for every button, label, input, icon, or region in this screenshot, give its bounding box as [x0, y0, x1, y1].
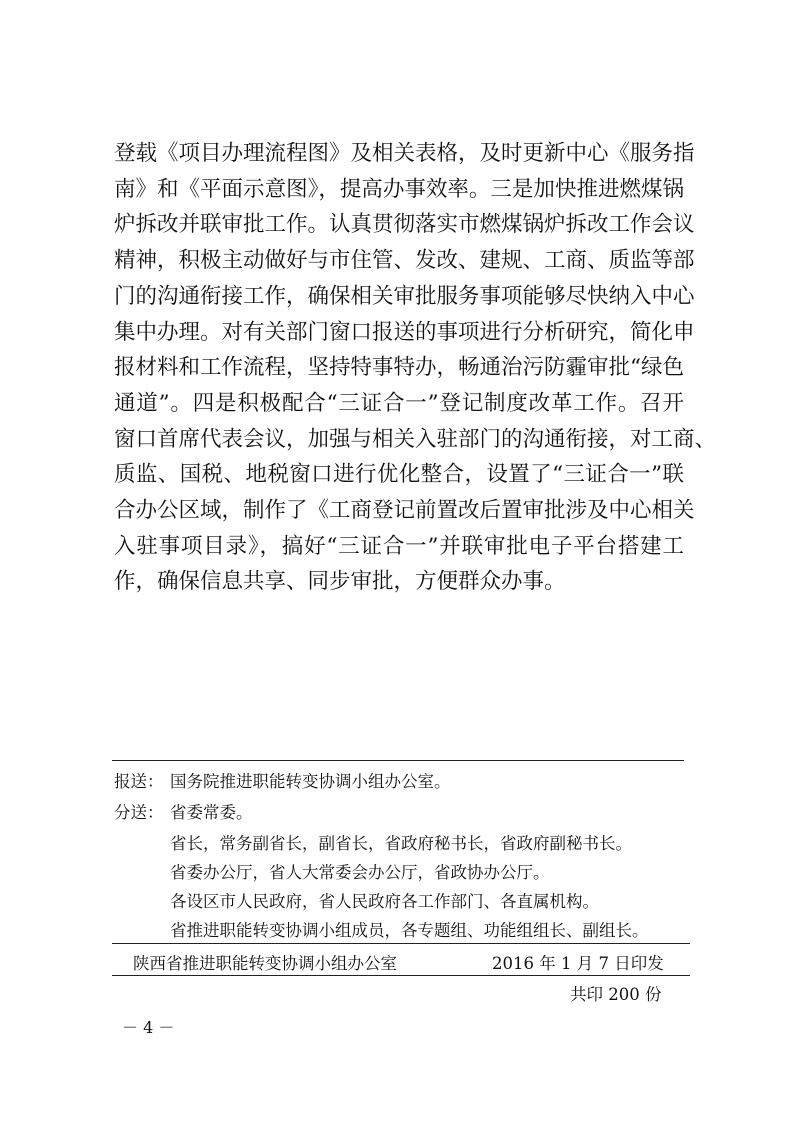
issue-date: 2016 年 1 月 7 日印发	[492, 954, 664, 973]
body-line: 报材料和工作流程，坚持特事特办，畅通治污防霾审批“绿色	[114, 355, 684, 381]
body-line: 精神，积极主动做好与市住管、发改、建规、工商、质监等部	[114, 248, 695, 274]
body-line: 质监、国税、地税窗口进行优化整合，设置了“三证合一”联	[114, 462, 684, 488]
body-line: 炉拆改并联审批工作。认真贯彻落实市燃煤锅炉拆改工作会议	[114, 212, 695, 238]
body-line: 门的沟通衔接工作，确保相关审批服务事项能够尽快纳入中心	[114, 283, 695, 309]
report-label: 报送：	[114, 772, 164, 791]
body-line: 作，确保信息共享、同步审批，方便群众办事。	[114, 569, 566, 595]
body-paragraph	[114, 136, 717, 600]
body-line: 入驻事项目录》，搞好“三证合一”并联审批电子平台搭建工	[114, 533, 684, 559]
divider-bottom	[112, 975, 690, 976]
divider-top	[112, 760, 684, 761]
body-line: 集中办理。对有关部门窗口报送的事项进行分析研究，简化申	[114, 319, 695, 345]
page-number: － 4 －	[122, 1018, 175, 1037]
copy-to-line: 省推进职能转变协调小组成员，各专题组、功能组组长、副组长。	[170, 921, 649, 940]
copy-to-line: 省委办公厅，省人大常委会办公厅，省政协办公厅。	[170, 863, 550, 882]
body-line: 南》和《平面示意图》，提高办事效率。三是加快推进燃煤锅	[114, 176, 684, 202]
body-line: 窗口首席代表会议，加强与相关入驻部门的沟通衔接，对工商、	[114, 426, 717, 452]
issuer: 陕西省推进职能转变协调小组办公室	[133, 954, 397, 973]
body-line: 登载《项目办理流程图》及相关表格，及时更新中心《服务指	[114, 141, 695, 166]
report-to: 国务院推进职能转变协调小组办公室。	[170, 772, 451, 791]
copy-to-line: 省委常委。	[170, 803, 253, 822]
divider-middle	[112, 943, 690, 944]
copies-count: 共印 200 份	[570, 985, 662, 1004]
copy-to-line: 省长，常务副省长，副省长，省政府秘书长，省政府副秘书长。	[170, 834, 632, 853]
copy-label: 分送：	[114, 803, 164, 822]
body-line: 通道”。四是积极配合“三证合一”登记制度改革工作。召开	[114, 390, 684, 416]
copy-to-line: 各设区市人民政府，省人民政府各工作部门、各直属机构。	[170, 892, 599, 911]
body-line: 合办公区域，制作了《工商登记前置改后置审批涉及中心相关	[114, 498, 695, 524]
